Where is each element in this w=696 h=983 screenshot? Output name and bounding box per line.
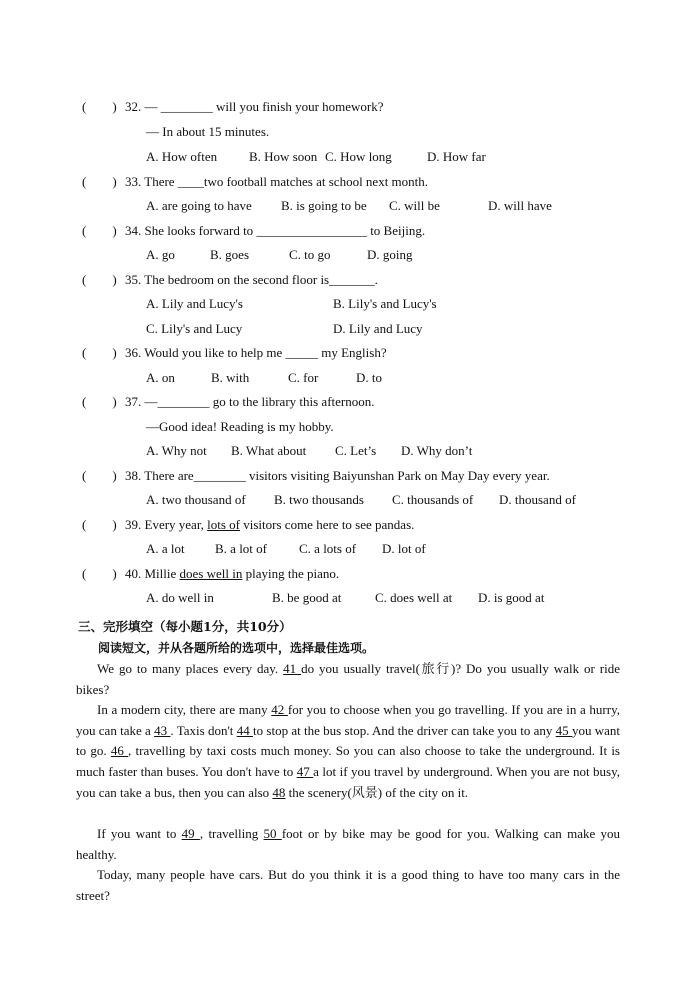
option-c[interactable]: C. does well at xyxy=(375,590,453,605)
question-stem: 38. There are________ visitors visiting Baiyunshan Park on May Day every year. xyxy=(125,468,550,483)
option-c[interactable]: C. Let’s xyxy=(335,443,377,458)
option-a[interactable]: A. on xyxy=(146,370,175,385)
option-d[interactable]: D. to xyxy=(356,370,382,385)
option-b[interactable]: B. Lily's and Lucy's xyxy=(333,296,437,311)
answer-paren[interactable]: ( ) xyxy=(82,174,117,189)
answer-paren[interactable]: ( ) xyxy=(82,517,117,532)
option-d[interactable]: D. is good at xyxy=(478,590,545,605)
question-stem: 36. Would you like to help me _____ my English? xyxy=(125,345,387,360)
blank-43[interactable]: 43 xyxy=(154,722,171,738)
option-b[interactable]: B. two thousands xyxy=(274,492,364,507)
option-a[interactable]: A. a lot xyxy=(146,541,185,556)
question-stem: 37. —________ go to the library this afternoon. xyxy=(125,394,375,409)
answer-paren[interactable]: ( ) xyxy=(82,566,117,581)
answer-paren[interactable]: ( ) xyxy=(82,345,117,360)
option-a[interactable]: A. Lily and Lucy's xyxy=(146,296,243,311)
option-c[interactable]: C. How long xyxy=(325,149,392,164)
option-c[interactable]: C. will be xyxy=(389,198,440,213)
passage-paragraph-2: In a modern city, there are many 42 for you to choose when you go travelling. If you are in a hurry, you can take a 43 . Taxis don't 44 to stop at the bus stop. And the driver can take you to any 45 you want to go. 46 , travelling by taxi costs much money. So you can also choose to take the underground. It is much faster than buses. You don't have to 47 a lot if you travel by underground. When you are not busy, you can take a bus, then you can also 48 the scenery(风景) of the city on it. xyxy=(76,702,621,800)
option-b[interactable]: B. with xyxy=(211,370,250,385)
question-stem: 40. Millie does well in playing the piano. xyxy=(125,566,340,581)
question-32-reply: — In about 15 minutes. xyxy=(146,124,270,139)
option-d[interactable]: D. How far xyxy=(427,149,486,164)
passage-paragraph-1: We go to many places every day. 41 do you usually travel(旅行)? Do you usually walk or ride bikes? xyxy=(76,661,621,697)
option-c[interactable]: C. Lily's and Lucy xyxy=(146,321,243,336)
option-d[interactable]: D. going xyxy=(367,247,413,262)
blank-46[interactable]: 46 xyxy=(110,743,129,759)
option-b[interactable]: B. a lot of xyxy=(215,541,267,556)
passage-paragraph-4: Today, many people have cars. But do you think it is a good thing to have too many cars in the street? xyxy=(76,867,620,903)
option-d[interactable]: D. Why don’t xyxy=(401,443,473,458)
blank-48[interactable]: 48 xyxy=(272,784,286,800)
question-stem: 35. The bedroom on the second floor is_______. xyxy=(125,272,378,287)
question-stem: 34. She looks forward to _________________ to Beijing. xyxy=(125,223,426,238)
option-b[interactable]: B. is going to be xyxy=(281,198,367,213)
question-stem: 39. Every year, lots of visitors come here to see pandas. xyxy=(125,517,415,532)
passage-paragraph-3: If you want to 49 , travelling 50 foot or by bike may be good for you. Walking can make you healthy. xyxy=(76,826,621,862)
blank-41[interactable]: 41 xyxy=(283,661,302,676)
answer-paren[interactable]: ( ) xyxy=(82,99,117,114)
option-c[interactable]: C. to go xyxy=(289,247,331,262)
answer-paren[interactable]: ( ) xyxy=(82,394,117,409)
option-d[interactable]: D. Lily and Lucy xyxy=(333,321,423,336)
option-b[interactable]: B. goes xyxy=(210,247,249,262)
option-b[interactable]: B. What about xyxy=(231,443,307,458)
option-c[interactable]: C. for xyxy=(288,370,319,385)
option-d[interactable]: D. lot of xyxy=(382,541,426,556)
option-c[interactable]: C. a lots of xyxy=(299,541,357,556)
option-b[interactable]: B. How soon xyxy=(249,149,318,164)
underlined-phrase: does well in xyxy=(179,566,243,581)
answer-paren[interactable]: ( ) xyxy=(82,468,117,483)
option-a[interactable]: A. Why not xyxy=(146,443,207,458)
section-title: 三、完形填空（每小题1分，共10分） xyxy=(78,619,292,634)
option-d[interactable]: D. will have xyxy=(488,198,552,213)
question-37-reply: —Good idea! Reading is my hobby. xyxy=(146,419,334,434)
option-a[interactable]: A. How often xyxy=(146,149,218,164)
option-a[interactable]: A. are going to have xyxy=(146,198,252,213)
blank-50[interactable]: 50 xyxy=(263,826,282,841)
option-a[interactable]: A. go xyxy=(146,247,175,262)
option-a[interactable]: A. do well in xyxy=(146,590,214,605)
answer-paren[interactable]: ( ) xyxy=(82,223,117,238)
blank-49[interactable]: 49 xyxy=(181,826,200,841)
question-stem: 33. There ____two football matches at school next month. xyxy=(125,174,429,189)
blank-42[interactable]: 42 xyxy=(271,702,288,717)
option-c[interactable]: C. thousands of xyxy=(392,492,474,507)
question-stem: 32. — ________ will you finish your homework? xyxy=(125,99,384,114)
option-a[interactable]: A. two thousand of xyxy=(146,492,246,507)
blank-45[interactable]: 45 xyxy=(555,722,572,738)
underlined-phrase: lots of xyxy=(207,517,241,532)
option-b[interactable]: B. be good at xyxy=(272,590,342,605)
section-instruction: 阅读短文，并从各题所给的选项中，选择最佳选项。 xyxy=(98,641,375,655)
answer-paren[interactable]: ( ) xyxy=(82,272,117,287)
blank-47[interactable]: 47 xyxy=(296,764,314,780)
blank-44[interactable]: 44 xyxy=(236,722,253,738)
option-d[interactable]: D. thousand of xyxy=(499,492,576,507)
